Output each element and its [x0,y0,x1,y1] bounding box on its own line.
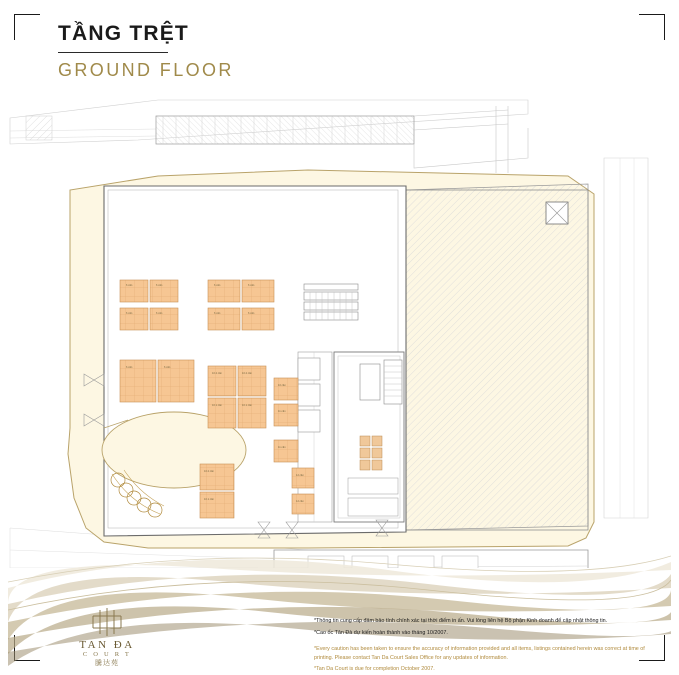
disclaimer-vietnamese [314,617,664,640]
svg-text:10.2 căn: 10.2 căn [204,470,214,473]
page-title-english: GROUND FLOOR [58,60,234,80]
corner-rule-top-left-vertical [14,14,15,40]
svg-text:6 căn: 6 căn [248,284,255,287]
corner-rule-top-right-vertical [664,14,665,40]
svg-text:10.1 căn: 10.1 căn [242,404,252,407]
service-rooms [298,358,320,432]
svg-text:10.1 căn: 10.1 căn [204,498,214,501]
brand-logo [52,608,162,666]
logo-chinese-name: 騰达苑 [95,659,119,667]
svg-text:6 căn: 6 căn [126,366,133,369]
svg-text:6 căn: 6 căn [126,312,133,315]
svg-text:6 căn: 6 căn [248,312,255,315]
disclaimer-vi-line-2: *Cao ốc Tân Đà dự kiến hoàn thành vào tháng 10/2007. [314,629,448,636]
svg-text:11 căn: 11 căn [278,446,286,449]
disclaimer-vi-line-1: *Thông tin cung cấp đảm bảo tính chính xác tại thời điểm in ấn. Vui lòng liên hệ Bộ phận Kinh doanh để cập nhật thông tin. [314,618,608,624]
svg-text:6 căn: 6 căn [156,284,163,287]
ground-floor-plan [8,98,671,568]
logo-subtitle: C O U R T [82,651,132,658]
svg-text:6 căn: 6 căn [156,312,163,315]
svg-text:12 căn: 12 căn [296,474,304,477]
svg-text:6 căn: 6 căn [126,284,133,287]
podium-hatched-block [406,184,588,530]
logo-name: TAN ĐA [79,639,135,651]
logo-mark-icon [52,608,162,638]
corner-rule-top-right-horizontal [639,14,665,15]
svg-text:10 căn: 10 căn [278,384,286,387]
svg-text:10.1 căn: 10.1 căn [212,404,222,407]
svg-text:12 căn: 12 căn [296,500,304,503]
title-divider [58,52,168,53]
corner-rule-top-left-horizontal [14,14,40,15]
disclaimer-en-line-1: *Every caution has been taken to ensure the accuracy of information provided and all items, listings contained herein was correct at time of printing. Please contact Tan Da Court Sales Office for any updates of information. [314,646,645,661]
page-title-vietnamese: TẦNG TRỆT [58,22,189,45]
svg-text:6 căn: 6 căn [164,366,171,369]
svg-text:6 căn: 6 căn [214,284,221,287]
disclaimer-en-line-2: *Tan Da Court is due for completion October 2007. [314,666,435,672]
escalator-bank [304,284,358,320]
disclaimer-english [314,645,664,675]
svg-text:10.2 căn: 10.2 căn [212,372,222,375]
svg-text:10.2 căn: 10.2 căn [242,372,252,375]
svg-text:6 căn: 6 căn [214,312,221,315]
svg-text:11 căn: 11 căn [278,410,286,413]
